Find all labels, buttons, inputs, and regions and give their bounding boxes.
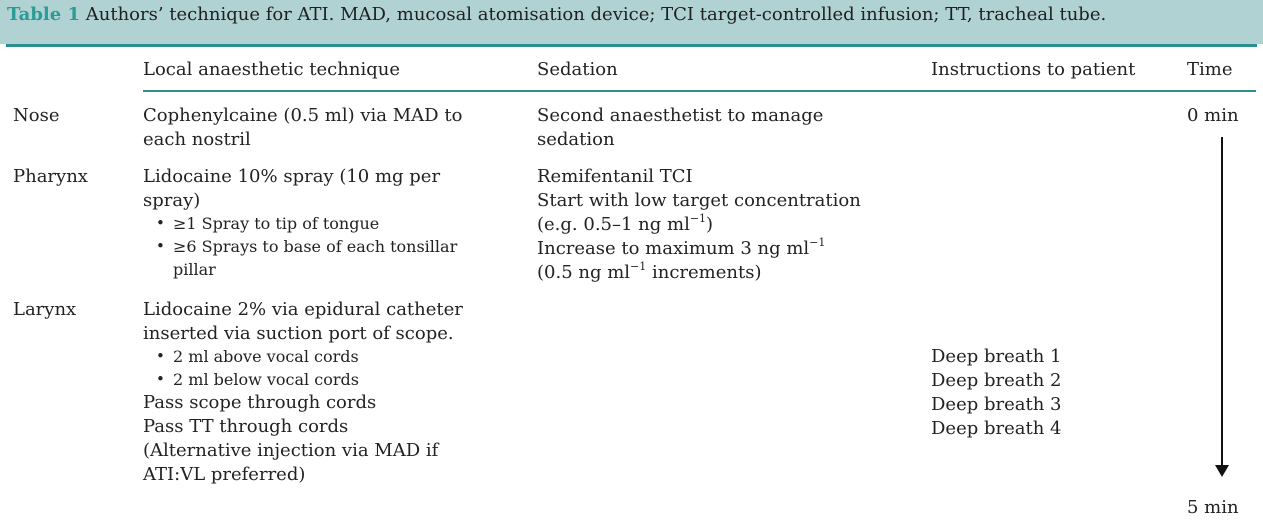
- time-end: 5 min: [1187, 497, 1239, 518]
- superscript: −1: [809, 236, 826, 249]
- bullet-item: • 2 ml above vocal cords: [156, 345, 359, 368]
- instruction-line: Deep breath 4: [931, 418, 1062, 439]
- caption-label: Table 1: [7, 4, 81, 25]
- sedation-text: (e.g. 0.5–1 ng ml: [537, 214, 690, 235]
- sedation-text: increments): [646, 262, 762, 283]
- instruction-line: Deep breath 3: [931, 394, 1062, 415]
- time-arrow-shaft: [1221, 137, 1223, 467]
- row-label-larynx: Larynx: [13, 299, 77, 320]
- bullet-item: • 2 ml below vocal cords: [156, 368, 359, 391]
- pharynx-sedation-line: Start with low target concentration: [537, 190, 861, 211]
- nose-sedation-line: sedation: [537, 129, 615, 150]
- larynx-technique-line: Pass TT through cords: [143, 416, 349, 437]
- nose-sedation-line: Second anaesthetist to manage: [537, 105, 824, 126]
- sedation-text: ): [706, 214, 714, 235]
- sedation-text: (0.5 ng ml: [537, 262, 631, 283]
- header-sedation: Sedation: [537, 59, 618, 80]
- superscript: −1: [689, 212, 707, 225]
- pharynx-technique-line: Lidocaine 10% spray (10 mg per: [143, 166, 441, 187]
- time-start: 0 min: [1187, 105, 1239, 126]
- larynx-technique-line: Pass scope through cords: [143, 392, 377, 413]
- bullet-item: • ≥1 Spray to tip of tongue: [156, 212, 457, 235]
- larynx-technique-line: Lidocaine 2% via epidural catheter: [143, 299, 463, 320]
- pharynx-sedation-line: [537, 213, 713, 237]
- row-label-nose: Nose: [13, 105, 60, 126]
- bullet-continuation: [156, 258, 216, 281]
- nose-technique-line: each nostril: [143, 129, 251, 150]
- sedation-text: Increase to maximum 3 ng ml: [537, 238, 810, 259]
- pharynx-sedation-line: [537, 261, 761, 285]
- pharynx-sedation-line: Remifentanil TCI: [537, 166, 693, 187]
- caption-bar: [0, 0, 1263, 44]
- header-rule: [143, 90, 1256, 92]
- bullet-continuation-text: pillar: [173, 260, 216, 279]
- table-caption: [7, 3, 1106, 27]
- larynx-technique-line: ATI:VL preferred): [143, 464, 306, 485]
- pharynx-bullet-list: [156, 212, 457, 258]
- pharynx-sedation-line: [537, 237, 825, 261]
- instruction-line: Deep breath 2: [931, 370, 1062, 391]
- header-technique: Local anaesthetic technique: [143, 59, 400, 80]
- nose-technique-line: Cophenylcaine (0.5 ml) via MAD to: [143, 105, 463, 126]
- bullet-text: ≥6 Sprays to base of each tonsillar: [173, 237, 458, 256]
- header-time: Time: [1187, 59, 1233, 80]
- larynx-technique-line: (Alternative injection via MAD if: [143, 440, 439, 461]
- instruction-line: Deep breath 1: [931, 346, 1062, 367]
- header-instructions: Instructions to patient: [931, 59, 1136, 80]
- larynx-bullet-list: [156, 345, 359, 391]
- bullet-item: [156, 235, 457, 258]
- row-label-pharynx: Pharynx: [13, 166, 88, 187]
- larynx-technique-line: inserted via suction port of scope.: [143, 323, 454, 344]
- superscript: −1: [630, 260, 647, 273]
- pharynx-technique-line: spray): [143, 190, 201, 211]
- table: [6, 44, 1257, 528]
- caption-text: Authors’ technique for ATI. MAD, mucosal atomisation device; TCI target-controlled infusion; TT, tracheal tube.: [85, 4, 1107, 25]
- time-arrow-head-icon: [1215, 465, 1229, 477]
